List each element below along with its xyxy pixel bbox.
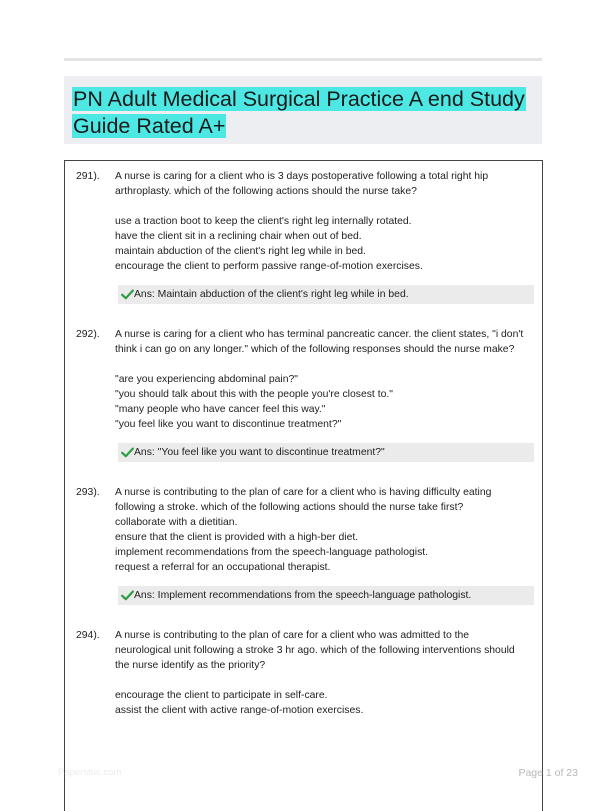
option-item: request a referral for an occupational therapist. (115, 562, 331, 573)
answer-box (118, 586, 534, 605)
option-item: maintain abduction of the client's right leg while in bed. (115, 246, 366, 257)
question-number: 291). (76, 171, 100, 182)
answer-box (118, 285, 534, 304)
options-list (115, 688, 535, 718)
footer-watermark: Paperstuc.com (58, 767, 122, 778)
question-body (115, 327, 535, 432)
option-item: assist the client with active range-of-motion exercises. (115, 705, 364, 716)
option-item: "you feel like you want to discontinue treatment?" (115, 419, 342, 430)
question-number: 293). (76, 487, 100, 498)
options-list (115, 372, 535, 432)
title-banner (64, 76, 542, 144)
question-stem-line: A nurse is contributing to the plan of care for a client who was admitted to the (115, 630, 470, 641)
check-icon (121, 447, 134, 458)
question-stem-line: A nurse is contributing to the plan of care for a client who is having difficulty eating (115, 487, 492, 498)
answer-text: Ans: "You feel like you want to discontinue treatment?" (134, 447, 385, 458)
question-stem-line: the nurse identify as the priority? (115, 660, 266, 671)
answer-text: Ans: Maintain abduction of the client's right leg while in bed. (134, 289, 409, 300)
options-list (115, 214, 535, 274)
option-item: implement recommendations from the speech-language pathologist. (115, 547, 429, 558)
check-icon (121, 289, 134, 300)
top-divider (64, 58, 542, 61)
question-body (115, 169, 535, 274)
question-stem-line: neurological unit following a stroke 3 hr ago. which of the following interventions should (115, 645, 515, 656)
question-body (115, 485, 535, 575)
option-item: encourage the client to participate in self-care. (115, 690, 328, 701)
check-icon (121, 590, 134, 601)
option-item: "are you experiencing abdominal pain?" (115, 374, 298, 385)
question-stem-line: A nurse is caring for a client who is 3 days postoperative following a total right hip (115, 171, 489, 182)
question-number: 292). (76, 329, 100, 340)
option-item: use a traction boot to keep the client's right leg internally rotated. (115, 216, 412, 227)
option-item: ensure that the client is provided with a high-ber diet. (115, 532, 359, 543)
page-title (72, 86, 532, 140)
options-list (115, 515, 535, 575)
option-item: "you should talk about this with the people you're closest to." (115, 389, 393, 400)
option-item: encourage the client to perform passive range-of-motion exercises. (115, 261, 423, 272)
option-item: "many people who have cancer feel this way." (115, 404, 326, 415)
option-item: collaborate with a dietitian. (115, 517, 238, 528)
questions-container (64, 160, 543, 811)
question-stem-line: think i can go on any longer." which of the following responses should the nurse make? (115, 344, 515, 355)
question-stem-line: A nurse is caring for a client who has terminal pancreatic cancer. the client states, "i don't (115, 329, 524, 340)
answer-box (118, 443, 534, 462)
question-stem-line: arthroplasty. which of the following actions should the nurse take? (115, 186, 417, 197)
question-body (115, 628, 535, 718)
option-item: have the client sit in a reclining chair when out of bed. (115, 231, 362, 242)
question-stem-line: following a stroke. which of the following actions should the nurse take first? (115, 502, 464, 513)
page-title-text: PN Adult Medical Surgical Practice A end Study Guide Rated A+ (73, 87, 525, 138)
answer-text: Ans: Implement recommendations from the speech-language pathologist. (134, 590, 472, 601)
question-number: 294). (76, 630, 100, 641)
page-indicator: Page 1 of 23 (518, 767, 578, 779)
